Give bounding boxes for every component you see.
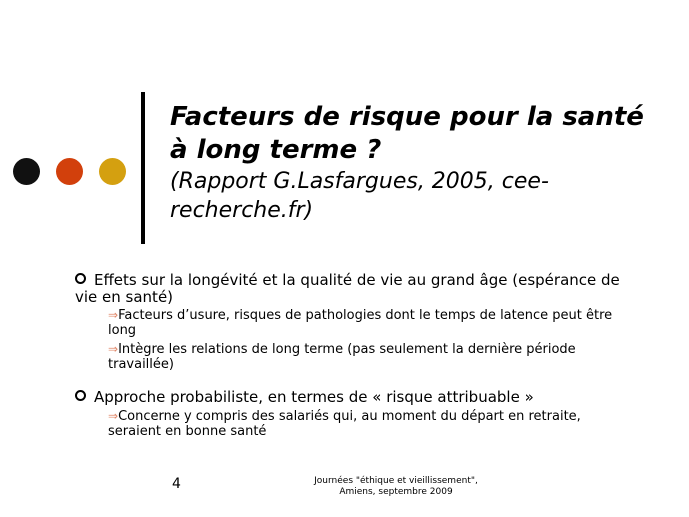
bullet-2-text: Approche probabiliste, en termes de « risque attribuable » (94, 388, 534, 406)
arrow-right-icon: ⇒ (108, 409, 119, 423)
slide-subtitle: (Rapport G.Lasfargues, 2005, cee-recherche.fr) (170, 169, 549, 223)
arrow-right-icon: ⇒ (108, 342, 119, 356)
dot-red (56, 158, 83, 185)
bullet-circle-icon (75, 273, 86, 284)
sub-bullet-2-1-text: Concerne y compris des salariés qui, au moment du départ en retraite, seraient en bonne santé (108, 409, 581, 439)
footer-line-2: Amiens, septembre 2009 (339, 487, 453, 497)
sub-bullet-1-1-text: Facteurs d’usure, risques de pathologies dont le temps de latence peut être long (108, 308, 613, 338)
title-divider (141, 92, 145, 244)
sub-bullet-1-1 (108, 308, 628, 338)
sub-bullet-2-1 (108, 409, 628, 439)
bullet-2 (75, 389, 635, 406)
footer (296, 476, 496, 498)
bullet-1 (75, 272, 635, 306)
sub-bullet-1-2 (108, 342, 628, 372)
sub-bullet-1-2-text: Intègre les relations de long terme (pas seulement la dernière période travaillée) (108, 342, 576, 372)
dot-black (13, 158, 40, 185)
bullet-1-text: Effets sur la longévité et la qualité de vie au grand âge (espérance de vie en santé) (75, 271, 620, 306)
bullet-circle-icon (75, 390, 86, 401)
footer-line-1: Journées "éthique et vieillissement", (314, 476, 478, 486)
slide-title: Facteurs de risque pour la santé à long terme ? (170, 102, 644, 165)
arrow-right-icon: ⇒ (108, 308, 119, 322)
dot-gold (99, 158, 126, 185)
page-number: 4 (172, 476, 181, 492)
